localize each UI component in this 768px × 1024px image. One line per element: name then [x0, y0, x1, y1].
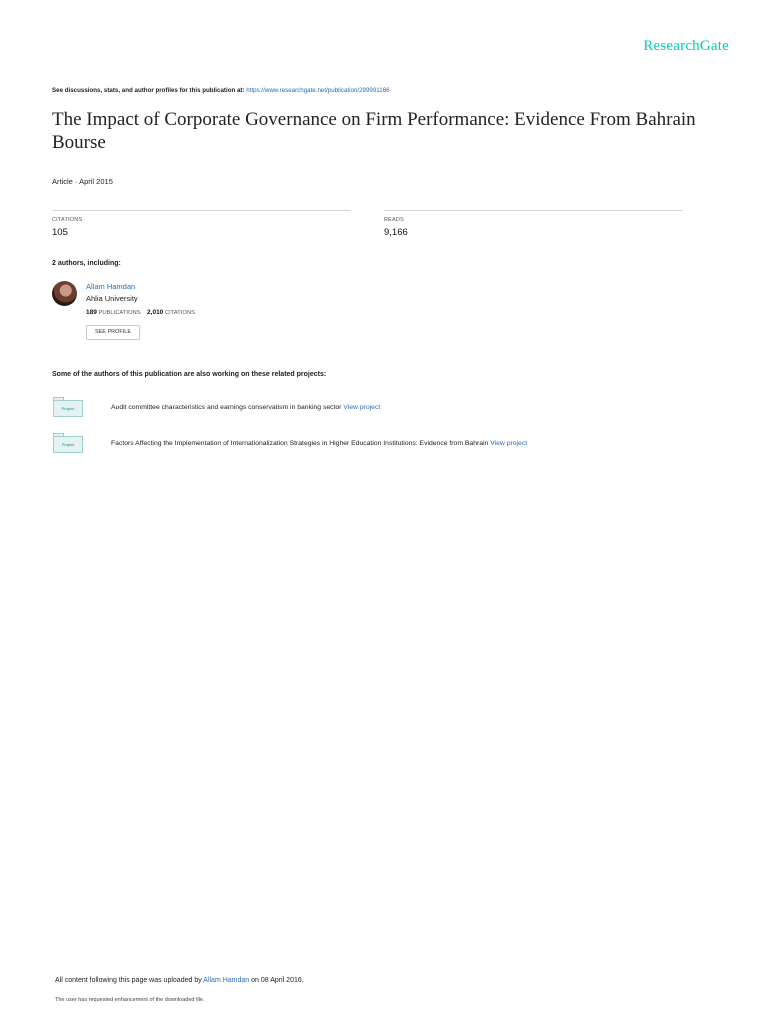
project-item [111, 404, 380, 411]
project-title: Factors Affecting the Implementation of Internationalization Strategies in Higher Education Institutions: Evidence from Bahrain [111, 440, 489, 447]
author-name-link[interactable]: Allam Hamdan [86, 282, 136, 291]
upload-suffix: on 08 April 2016. [251, 977, 304, 984]
view-project-link[interactable]: View project [343, 404, 381, 411]
reads-label: READS [384, 217, 404, 223]
discussion-prefix: See discussions, stats, and author profiles for this publication at: [52, 87, 245, 94]
publication-url-link[interactable]: https://www.researchgate.net/publication/299991166 [246, 87, 390, 94]
publication-title: The Impact of Corporate Governance on Firm Performance: Evidence From Bahrain Bourse [52, 109, 696, 153]
author-citations-label: CITATIONS [164, 310, 195, 316]
citations-label: CITATIONS [52, 217, 83, 223]
reads-value: 9,166 [384, 227, 408, 238]
author-citations-count: 2,010 [147, 309, 164, 316]
uploader-link[interactable]: Allam Hamdan [203, 977, 250, 984]
authors-heading: 2 authors, including: [52, 260, 121, 267]
citations-value: 105 [52, 227, 68, 238]
reads-stat [384, 210, 683, 238]
project-icon-label: Project [61, 442, 75, 447]
project-item [111, 440, 527, 447]
view-project-link[interactable]: View project [490, 440, 528, 447]
researchgate-logo[interactable]: ResearchGate [643, 38, 729, 54]
author-avatar[interactable] [52, 281, 77, 306]
discussion-line [52, 87, 390, 94]
enhancement-note: The user has requested enhancement of the downloaded file. [55, 997, 205, 1003]
project-folder-icon [53, 397, 83, 417]
upload-info [55, 977, 304, 984]
project-folder-icon [53, 433, 83, 453]
author-stats [86, 309, 195, 316]
related-projects-heading: Some of the authors of this publication are also working on these related projects: [52, 371, 327, 378]
citations-stat [52, 210, 351, 238]
project-title: Audit committee characteristics and earnings conservatism in banking sector [111, 404, 342, 411]
project-icon-label: Project [61, 406, 75, 411]
author-institution: Ahlia University [86, 294, 138, 303]
upload-prefix: All content following this page was uploaded by [55, 977, 202, 984]
see-profile-button[interactable]: SEE PROFILE [86, 325, 140, 340]
article-meta: Article · April 2015 [52, 177, 113, 186]
author-publications-count: 189 [86, 309, 97, 316]
author-publications-label: PUBLICATIONS [98, 310, 141, 316]
